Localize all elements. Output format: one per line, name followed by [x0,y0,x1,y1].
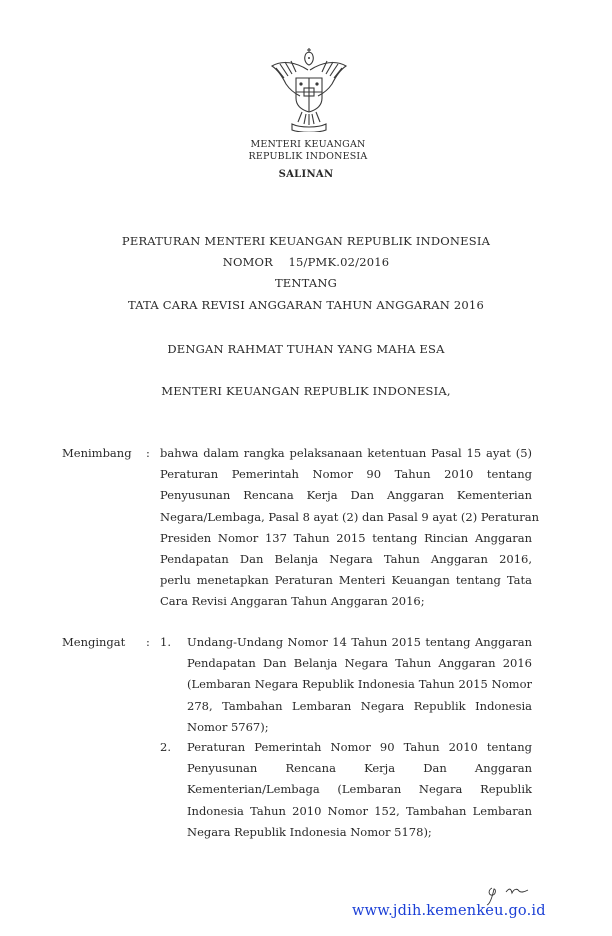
mengingat-item-line: (Lembaran Negara Republik Indonesia Tahun 2015 Nomor [187,677,532,692]
jdih-website-link[interactable]: www.jdih.kemenkeu.go.id [352,903,546,919]
menimbang-line: Negara/Lembaga, Pasal 8 ayat (2) dan Pasal 9 ayat (2) Peraturan [160,509,540,524]
mengingat-item-line: Negara Republik Indonesia Nomor 5178); [187,824,432,839]
invocation: DENGAN RAHMAT TUHAN YANG MAHA ESA [167,342,445,356]
mengingat-item-line: Undang-Undang Nomor 14 Tahun 2015 tentang Anggaran [187,635,532,649]
menimbang-line: Cara Revisi Anggaran Tahun Anggaran 2016; [160,594,425,609]
mengingat-item-line: Peraturan Pemerintah Nomor 90 Tahun 2010 tentang [187,740,532,754]
menimbang-line: Presiden Nomor 137 Tahun 2015 tentang Rincian Anggaran [160,530,532,545]
mengingat-item-1 [187,632,532,738]
mengingat-item-line: 278, Tambahan Lembaran Negara Republik Indonesia [187,698,532,713]
salinan-stamp: SALINAN [278,169,334,180]
menimbang-text [160,443,540,613]
title-line-1: PERATURAN MENTERI KEUANGAN REPUBLIK INDONESIA [121,234,491,248]
garuda-pancasila-emblem-icon [268,48,350,132]
menimbang-line: Peraturan Pemerintah Nomor 90 Tahun 2010 tentang [160,467,532,482]
mengingat-item-line: Kementerian/Lembaga (Lembaran Negara Republik [187,782,532,797]
menimbang-line: Pendapatan Dan Belanja Negara Tahun Anggaran 2016, [160,551,532,566]
menimbang-label: Menimbang [62,446,132,460]
mengingat-label: Mengingat [62,635,126,649]
mengingat-item-number: 1. [160,635,171,649]
regulation-subject: TATA CARA REVISI ANGGARAN TAHUN ANGGARAN 2016 [128,298,484,312]
mengingat-item-2 [187,737,532,843]
mengingat-colon: : [146,635,150,649]
menimbang-line: Penyusunan Rencana Kerja Dan Anggaran Kementerian [160,488,532,503]
regulation-number: NOMOR 15/PMK.02/2016 [222,255,390,269]
mengingat-item-number: 2. [160,740,171,754]
mengingat-item-line: Penyusunan Rencana Kerja Dan Anggaran [187,761,532,776]
mengingat-item-line: Nomor 5767); [187,719,269,734]
mengingat-item-line: Indonesia Tahun 2010 Nomor 152, Tambahan Lembaran [187,803,532,818]
menimbang-colon: : [146,446,150,460]
mengingat-item-line: Pendapatan Dan Belanja Negara Tahun Anggaran 2016 [187,656,532,671]
ministry-line-1: MENTERI KEUANGAN [250,139,366,150]
ministry-line-2: REPUBLIK INDONESIA [248,151,368,162]
menimbang-line: bahwa dalam rangka pelaksanaan ketentuan Pasal 15 ayat (5) [160,446,532,460]
ministry-heading [0,139,612,163]
title-tentang: TENTANG [274,276,338,290]
authority-line: MENTERI KEUANGAN REPUBLIK INDONESIA, [161,384,451,398]
menimbang-line: perlu menetapkan Peraturan Menteri Keuangan tentang Tata [160,573,532,588]
